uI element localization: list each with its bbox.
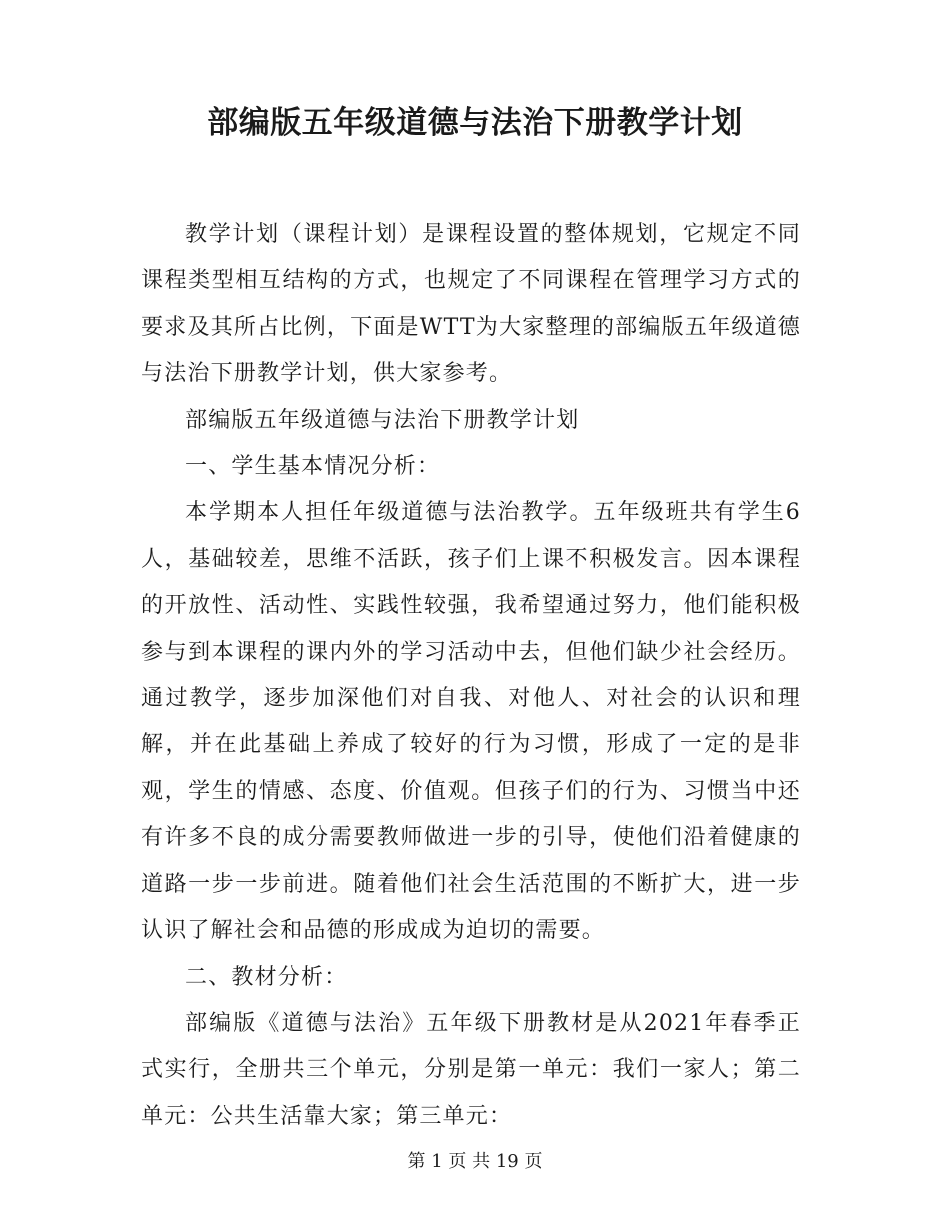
students-analysis-paragraph: 本学期本人担任年级道德与法治教学。五年级班共有学生6人，基础较差，思维不活跃，孩子们上课不积极发言。因本课程的开放性、活动性、实践性较强，我希望通过努力，他们能积极参与到本课程的课内外的学习活动中去，但他们缺少社会经历。通过教学，逐步加深他们对自我、对他人、对社会的认识和理解，并在此基础上养成了较好的行为习惯，形成了一定的是非观，学生的情感、态度、价值观。但孩子们的行为、习惯当中还有许多不良的成分需要教师做进一步的引导，使他们沿着健康的道路一步一步前进。随着他们社会生活范围的不断扩大，进一步认识了解社会和品德的形成成为迫切的需要。 (141, 500, 801, 944)
intro-paragraph: 教学计划（课程计划）是课程设置的整体规划，它规定不同课程类型相互结构的方式，也规定了不同课程在管理学习方式的要求及其所占比例，下面是WTT为大家整理的部编版五年级道德与法治下册教学计划，供大家参考。 (141, 222, 801, 387)
document-body (141, 212, 801, 1140)
section-heading-students: 一、学生基本情况分析： (185, 454, 441, 480)
page-footer: 第 1 页 共 19 页 (407, 1151, 543, 1172)
section-heading-textbook: 二、教材分析： (185, 964, 348, 990)
document-title: 部编版五年级道德与法治下册教学计划 (207, 105, 743, 141)
textbook-analysis-paragraph: 部编版《道德与法治》五年级下册教材是从2021年春季正式实行，全册共三个单元，分别是第一单元：我们一家人；第二单元：公共生活靠大家；第三单元： (141, 1010, 801, 1129)
section-title-paragraph: 部编版五年级道德与法治下册教学计划 (185, 407, 580, 433)
